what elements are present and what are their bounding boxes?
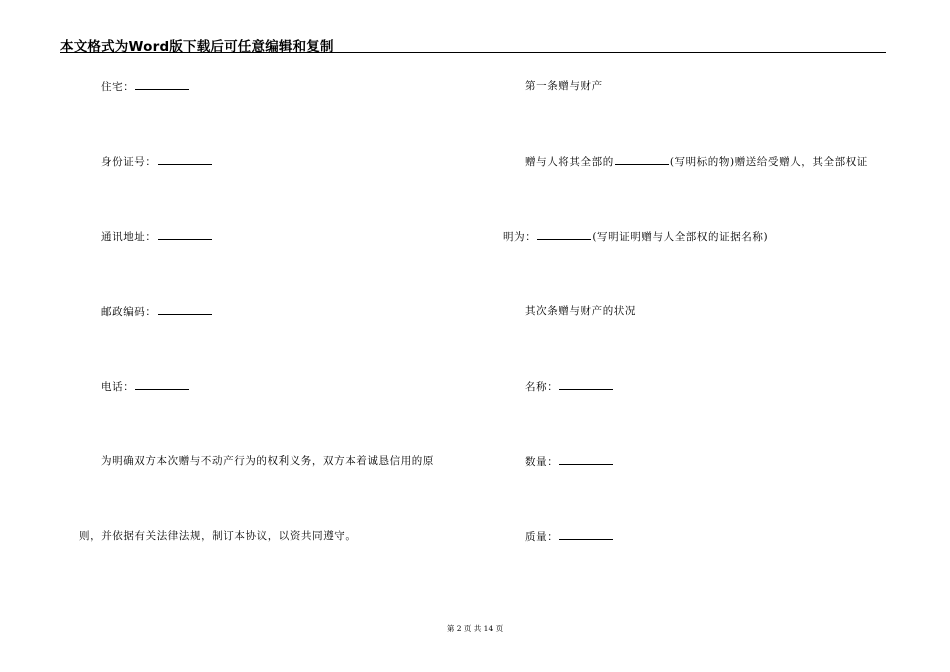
article-1-text-d: (写明证明赠与人全部权的证据名称): [592, 231, 769, 243]
quantity-blank: [559, 454, 613, 465]
article-1-text-c: 明为：: [503, 231, 537, 243]
quantity-label: 数量：: [525, 456, 559, 468]
postcode-line: [101, 304, 213, 319]
purpose-paragraph-line-1: 为明确双方本次赠与不动产行为的权利义务，双方本着诚恳信用的原: [101, 455, 434, 467]
article-1-paragraph-line-1: [525, 154, 868, 169]
quality-blank: [559, 529, 613, 540]
name-blank: [559, 379, 613, 390]
residence-line: [101, 79, 190, 94]
mailing-address-line: [101, 229, 213, 244]
name-label: 名称：: [525, 381, 559, 393]
article-1-text-b: (写明标的物)赠送给受赠人，其全部权证: [669, 156, 868, 168]
article-1-title: 第一条赠与财产: [525, 80, 603, 92]
id-number-line: [101, 154, 213, 169]
mailing-address-label: 通讯地址：: [101, 231, 157, 243]
article-2-title: 其次条赠与财产的状况: [525, 305, 636, 317]
article-1-paragraph-line-2: [503, 229, 768, 244]
phone-line: [101, 379, 190, 394]
id-number-label: 身份证号：: [101, 156, 157, 168]
postcode-blank: [158, 304, 212, 315]
residence-label: 住宅：: [101, 81, 135, 93]
id-number-blank: [158, 154, 212, 165]
quantity-line: [525, 454, 614, 469]
mailing-address-blank: [158, 229, 212, 240]
ownership-certificate-blank: [537, 229, 591, 240]
quality-line: [525, 529, 614, 544]
article-1-text-a: 赠与人将其全部的: [525, 156, 614, 168]
phone-label: 电话：: [101, 381, 135, 393]
quality-label: 质量：: [525, 531, 559, 543]
header-title: 本文格式为Word版下载后可任意编辑和复制: [60, 39, 334, 55]
page-number-footer: 第 2 页 共 14 页: [446, 624, 504, 633]
header-divider: [60, 52, 886, 53]
phone-blank: [135, 379, 189, 390]
purpose-paragraph-line-2: 则，并依据有关法律法规，制订本协议，以资共同遵守。: [79, 530, 357, 542]
gift-object-blank: [615, 154, 669, 165]
postcode-label: 邮政编码：: [101, 306, 157, 318]
residence-blank: [135, 79, 189, 90]
name-line: [525, 379, 614, 394]
